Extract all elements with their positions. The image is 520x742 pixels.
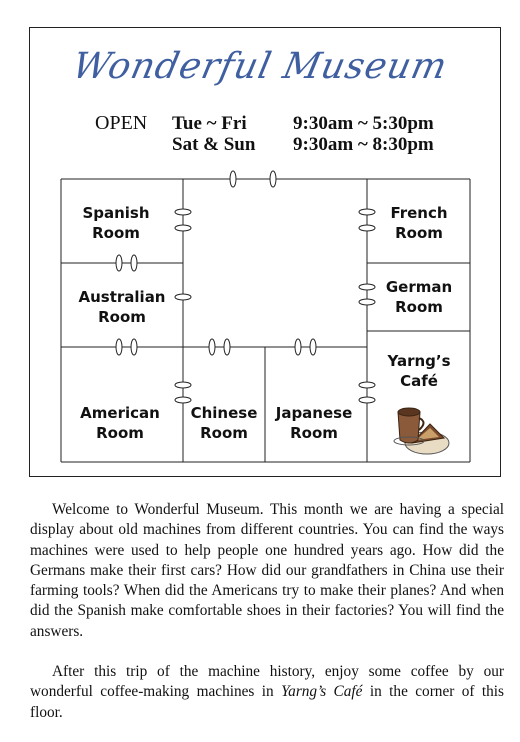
room-spanish: [71, 203, 161, 243]
door-marker-icon: [359, 299, 375, 305]
door-marker-icon: [230, 171, 236, 187]
room-french: [374, 203, 464, 243]
room-label: Spanish Room: [82, 204, 150, 242]
door-marker-icon: [359, 209, 375, 215]
door-marker-icon: [359, 225, 375, 231]
room-label: Chinese Room: [190, 404, 258, 442]
hours-days-weekday: Tue ~ Fri: [172, 113, 247, 134]
room-cafe: [374, 351, 464, 391]
door-marker-icon: [295, 339, 301, 355]
room-label: American Room: [80, 404, 160, 442]
door-marker-icon: [359, 382, 375, 388]
door-marker-icon: [209, 339, 215, 355]
door-marker-icon: [175, 209, 191, 215]
room-label: Japanese Room: [275, 404, 353, 442]
open-label: OPEN: [95, 112, 148, 134]
door-marker-icon: [175, 382, 191, 388]
hours-days-weekend: Sat & Sun: [172, 134, 256, 155]
paragraph-cafe-text: After this trip of the machine history, enjoy some coffee by our wonderful coffee-making machines in: [30, 663, 504, 701]
door-marker-icon: [131, 339, 137, 355]
door-marker-icon: [359, 397, 375, 403]
room-japanese: [268, 403, 360, 443]
door-marker-icon: [116, 255, 122, 271]
door-marker-icon: [224, 339, 230, 355]
door-marker-icon: [359, 284, 375, 290]
door-marker-icon: [116, 339, 122, 355]
paragraph-welcome: Welcome to Wonderful Museum. This month we are having a special display about old machines from different countries. You can find the ways machines were used to help people one hundred years ago. How did the Germans make their first cars? How did our grandfathers in China use their farming tools? When did the Americans try to make their planes? And when did the Spanish make comfortable shoes in their factories? You will find the answers.: [30, 501, 504, 640]
door-marker-icon: [175, 225, 191, 231]
museum-title: Wonderful Museum: [68, 46, 452, 87]
paragraph-cafe: [30, 662, 504, 723]
door-marker-icon: [131, 255, 137, 271]
room-label: Yarng’s Café: [387, 352, 451, 390]
cafe-name-italic: Yarng’s Café: [281, 683, 363, 701]
room-chinese: [185, 403, 263, 443]
room-label: French Room: [390, 204, 448, 242]
hours-time-weekday: 9:30am ~ 5:30pm: [293, 113, 434, 134]
door-marker-icon: [270, 171, 276, 187]
room-german: [374, 277, 464, 317]
paragraph-cafe-end: in the corner of this floor.: [30, 683, 504, 721]
door-marker-icon: [310, 339, 316, 355]
room-label: German Room: [385, 278, 453, 316]
room-american: [66, 403, 174, 443]
hours-time-weekend: 9:30am ~ 8:30pm: [293, 134, 434, 155]
coffee-and-cake-icon: [394, 408, 449, 454]
room-label: Australian Room: [78, 288, 166, 326]
room-australian: [66, 287, 178, 327]
